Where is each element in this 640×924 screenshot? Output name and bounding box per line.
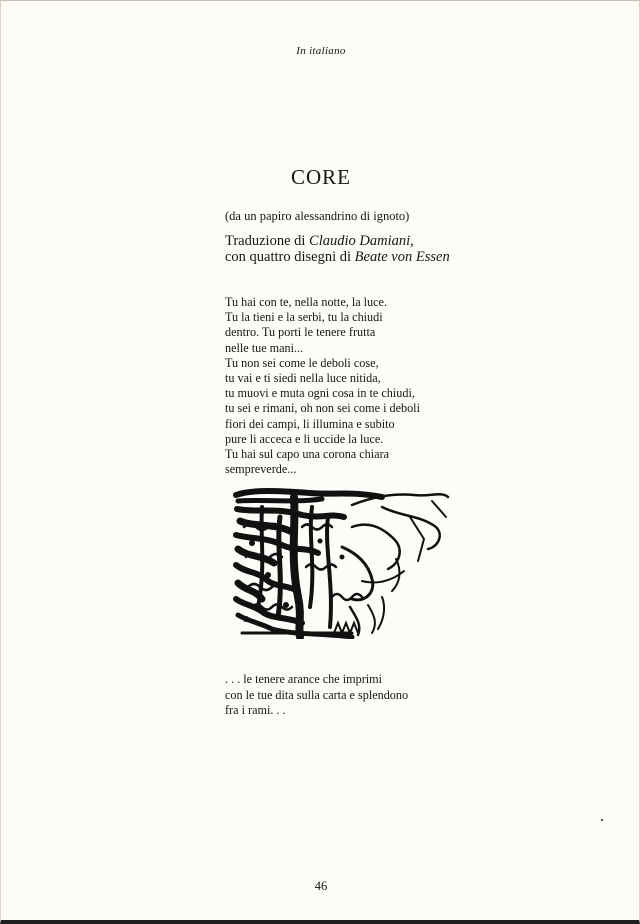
poem-verse: Tu hai sul capo una corona chiara xyxy=(225,447,390,462)
running-head: In italiano xyxy=(296,45,346,57)
caption-line: fra i rami. . . xyxy=(225,703,286,717)
poem-verse: Tu la tieni e la serbi, tu la chiudi xyxy=(225,310,383,325)
ink-drawing-illustration xyxy=(232,487,452,639)
poem-body xyxy=(225,295,420,477)
caption-line: . . . le tenere arance che imprimi xyxy=(225,672,383,686)
page-number: 46 xyxy=(314,879,328,893)
translator-name: Claudio Damiani, xyxy=(309,233,414,249)
drawings-credit: con quattro disegni di Beate von Essen xyxy=(225,249,450,265)
illustration-caption xyxy=(225,672,408,719)
translation-credit: Traduzione di Claudio Damiani, xyxy=(225,233,414,249)
poem-verse: Tu hai con te, nella notte, la luce. xyxy=(225,295,388,309)
poem-verse: fiori dei campi, li illumina e subito xyxy=(225,416,395,431)
poem-title: CORE xyxy=(290,165,351,189)
ink-mass xyxy=(236,491,448,637)
ink-speck xyxy=(601,819,603,821)
poem-verse: nelle tue mani... xyxy=(225,340,304,355)
poem-verse: tu muovi e muta ogni cosa in te chiudi, xyxy=(225,386,415,401)
poem-verse: pure li acceca e li uccide la luce. xyxy=(225,431,384,446)
poem-verse: Tu non sei come le deboli cose, xyxy=(225,355,379,370)
poem-verse: tu sei e rimani, oh non sei come i deboli xyxy=(225,401,420,416)
poem-source: (da un papiro alessandrino di ignoto) xyxy=(225,209,410,223)
poem-verse: dentro. Tu porti le tenere frutta xyxy=(225,325,376,340)
caption-line: con le tue dita sulla carta e splendono xyxy=(225,687,409,702)
artist-name: Beate von Essen xyxy=(354,249,450,265)
poem-verse: sempreverde... xyxy=(225,462,297,477)
poem-verse: tu vai e ti siedi nella luce nitida, xyxy=(225,371,381,386)
credits xyxy=(225,233,450,265)
